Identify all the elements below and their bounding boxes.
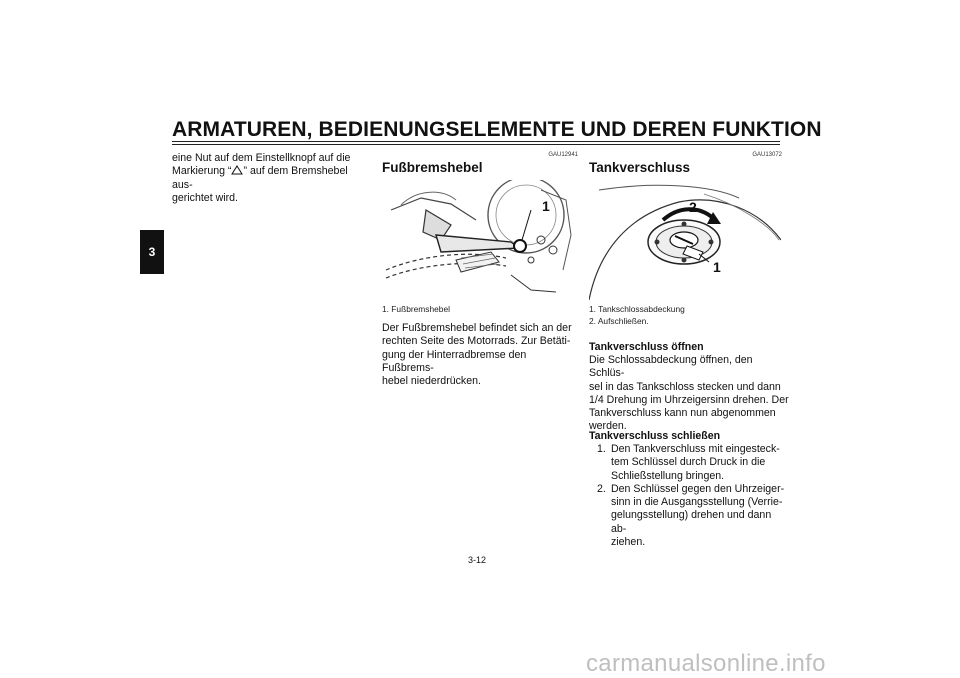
open-cap-paragraph: Die Schlossabdeckung öffnen, den Schlüs- sel in das Tankschloss stecken und dann 1/4 Drehung im Uhrzeigersinn drehen. Der Tankverschluss kann nun abgenommen werden. — [589, 354, 789, 433]
heading-close-cap: Tankverschluss schließen — [589, 430, 721, 442]
page-title: ARMATUREN, BEDIENUNGSELEMENTE UND DEREN FUNKTION — [172, 118, 822, 141]
chapter-tab: 3 — [140, 230, 164, 274]
captions-fuel-cap — [589, 304, 685, 327]
heading-open-cap: Tankverschluss öffnen — [589, 341, 704, 353]
heading-brake-pedal: Fußbremshebel — [382, 160, 483, 175]
list-item: 1. Den Tankverschluss mit eingesteck- tem Schlüssel durch Druck in die Schließstellung bringen. — [597, 443, 780, 482]
title-rule-bottom — [172, 144, 780, 145]
brake-pedal-paragraph: Der Fußbremshebel befindet sich an der rechten Seite des Motorrads. Zur Betäti- gung der Hinterradbremse den Fußbrems- hebel niederdrücken. — [382, 322, 572, 388]
brake-pedal-figure — [381, 180, 577, 300]
section-code-brake: GAU12941 — [548, 152, 578, 158]
list-item: 2. Den Schlüssel gegen den Uhrzeiger- sinn in die Ausgangsstellung (Verrie- gelungsstellung) drehen und dann ab- ziehen. — [597, 482, 785, 549]
tank-figure-label-1: 1 — [713, 259, 721, 275]
triangle-mark-icon — [231, 165, 243, 175]
close-cap-steps — [597, 443, 789, 549]
caption-brake-pedal: 1. Fußbremshebel — [382, 304, 450, 314]
page-number: 3-12 — [468, 555, 487, 565]
left-column-text — [172, 152, 368, 205]
brake-figure-label-1: 1 — [542, 198, 550, 214]
left-line-2: Markierung “ ” auf dem Bremshebel aus- — [172, 165, 348, 191]
watermark: carmanualsonline.info — [586, 650, 826, 677]
caption-unlock: 2. Aufschließen. — [589, 315, 649, 326]
left-line-3: gerichtet wird. — [172, 191, 238, 204]
section-code-tank: GAU13072 — [752, 152, 782, 158]
left-line-1: eine Nut auf dem Einstellknopf auf die — [172, 152, 351, 164]
tank-figure-label-2: 2 — [689, 199, 697, 215]
fuel-cap-figure — [589, 180, 781, 300]
caption-lock-cover: 1. Tankschlossabdeckung — [589, 304, 685, 314]
title-rule-top — [172, 141, 780, 142]
heading-fuel-cap: Tankverschluss — [589, 160, 691, 175]
